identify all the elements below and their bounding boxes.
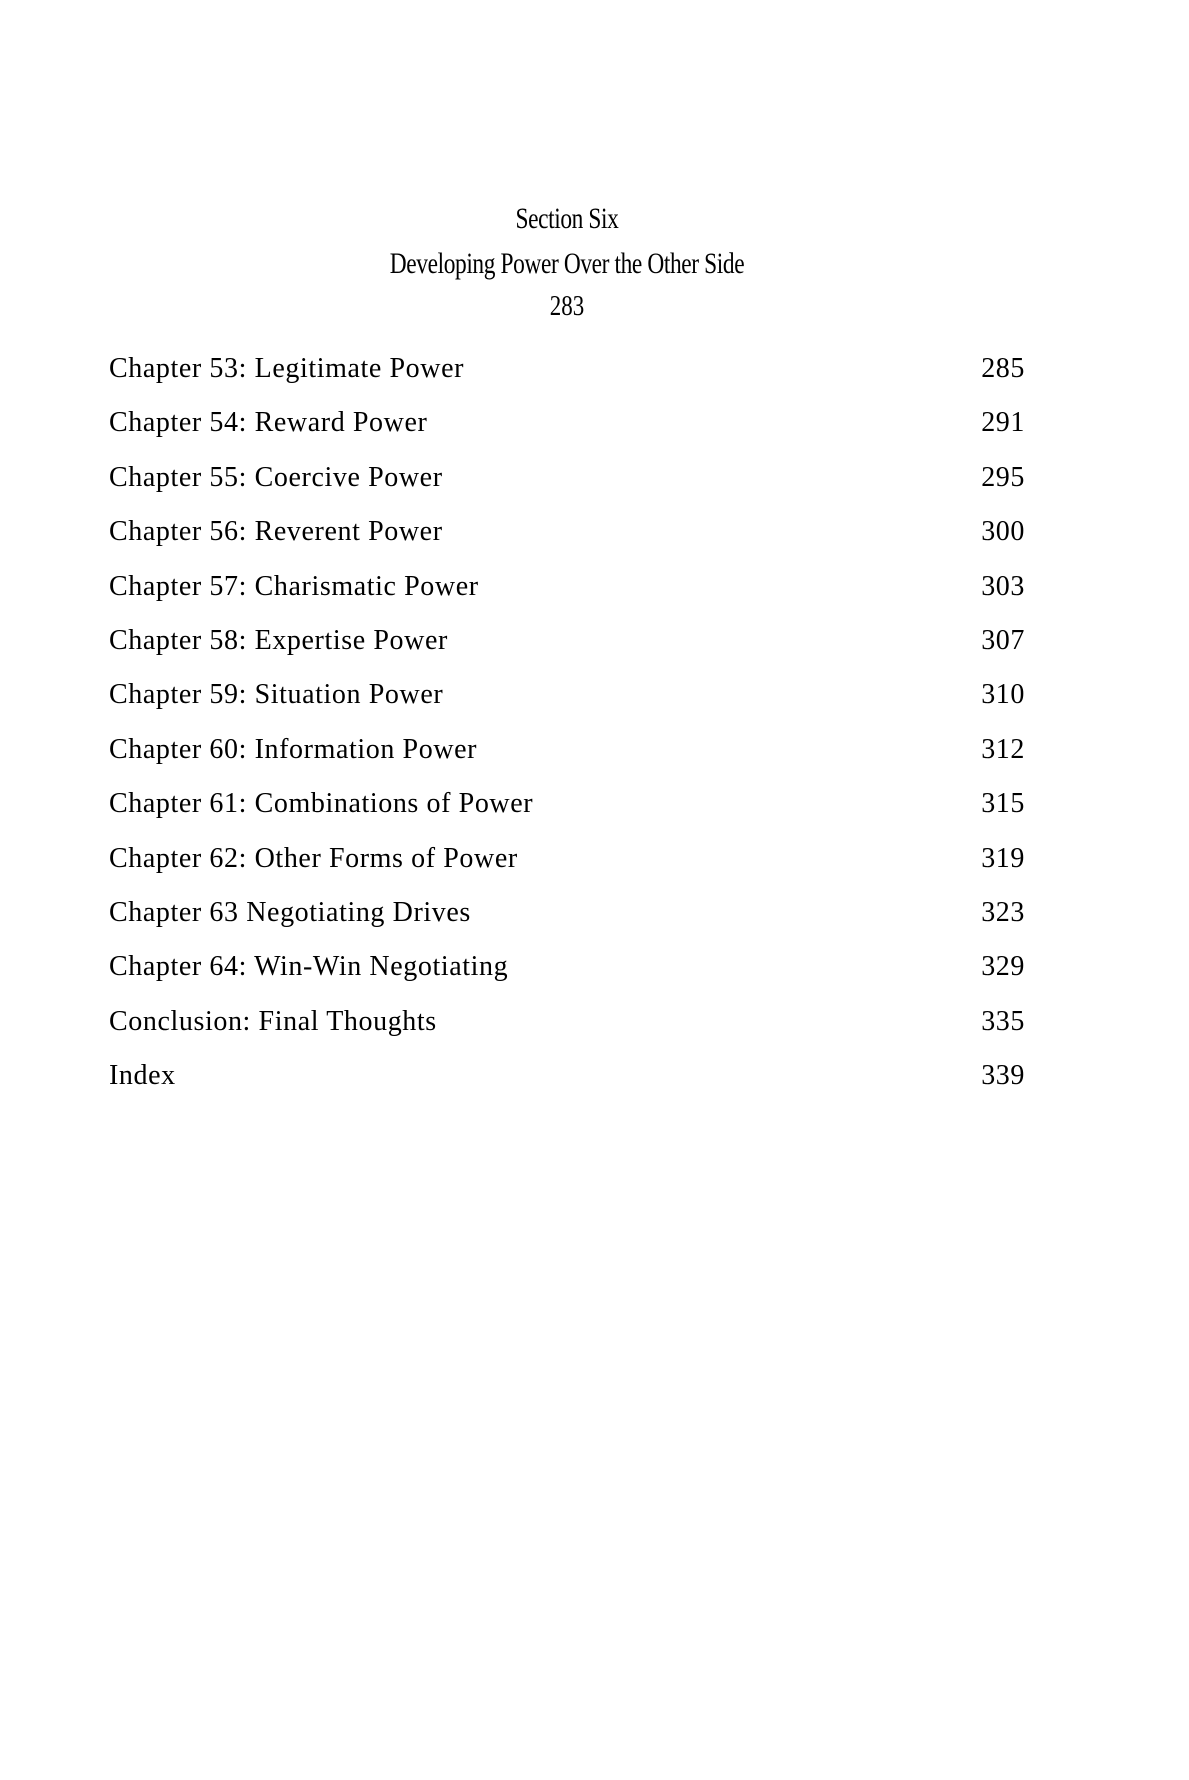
toc-entry [109,396,1025,450]
toc-entry-title: Chapter 61: Combinations of Power [109,788,534,820]
toc-entry-title: Chapter 58: Expertise Power [109,624,448,656]
toc-entry [109,342,1025,396]
toc-entry [109,832,1025,886]
toc-entry-page: 300 [981,516,1025,548]
toc-entry [109,668,1025,722]
toc-entry-page: 335 [981,1005,1025,1037]
toc-entry [109,940,1025,994]
toc-entry [109,995,1025,1049]
toc-entry [109,451,1025,505]
toc-entry [109,560,1025,614]
toc-entry [109,614,1025,668]
toc-entry-page: 329 [981,951,1025,983]
toc-entry-page: 310 [981,679,1025,711]
toc-entry [109,886,1025,940]
toc-entry-title: Chapter 63 Negotiating Drives [109,896,471,928]
toc-entry [109,723,1025,777]
toc-entry-page: 307 [981,624,1025,656]
toc-entry-title: Chapter 57: Charismatic Power [109,570,479,602]
section-title: Developing Power Over the Other Side [389,247,745,280]
toc-entry-title: Chapter 62: Other Forms of Power [109,842,518,874]
toc-entry-title: Chapter 60: Information Power [109,733,478,765]
toc-entry-title: Chapter 53: Legitimate Power [109,353,465,384]
toc-entry [109,777,1025,831]
toc-entry-page: 315 [981,788,1025,820]
toc-entry-title: Chapter 56: Reverent Power [109,516,443,548]
toc-entry-page: 303 [981,570,1025,602]
toc-entry [109,505,1025,559]
toc-entry-title: Conclusion: Final Thoughts [109,1005,437,1037]
toc-entry-title: Chapter 64: Win-Win Negotiating [109,951,509,983]
section-page-number: 283 [549,291,585,322]
toc-entry-page: 291 [981,407,1025,439]
toc-entry-title: Index [109,1060,176,1092]
toc-entry-page: 285 [981,353,1025,384]
toc-entry-title: Chapter 54: Reward Power [109,407,428,439]
toc-entry-page: 339 [981,1060,1025,1092]
toc-entry-page: 295 [981,461,1025,493]
toc-entry-title: Chapter 55: Coercive Power [109,461,443,493]
section-label: Section Six [515,202,619,235]
table-of-contents [109,342,1025,1103]
toc-entry-page: 319 [981,842,1025,874]
toc-entry-page: 312 [981,733,1025,765]
toc-entry-title: Chapter 59: Situation Power [109,679,444,711]
toc-entry [109,1049,1025,1103]
toc-entry-page: 323 [981,896,1025,928]
